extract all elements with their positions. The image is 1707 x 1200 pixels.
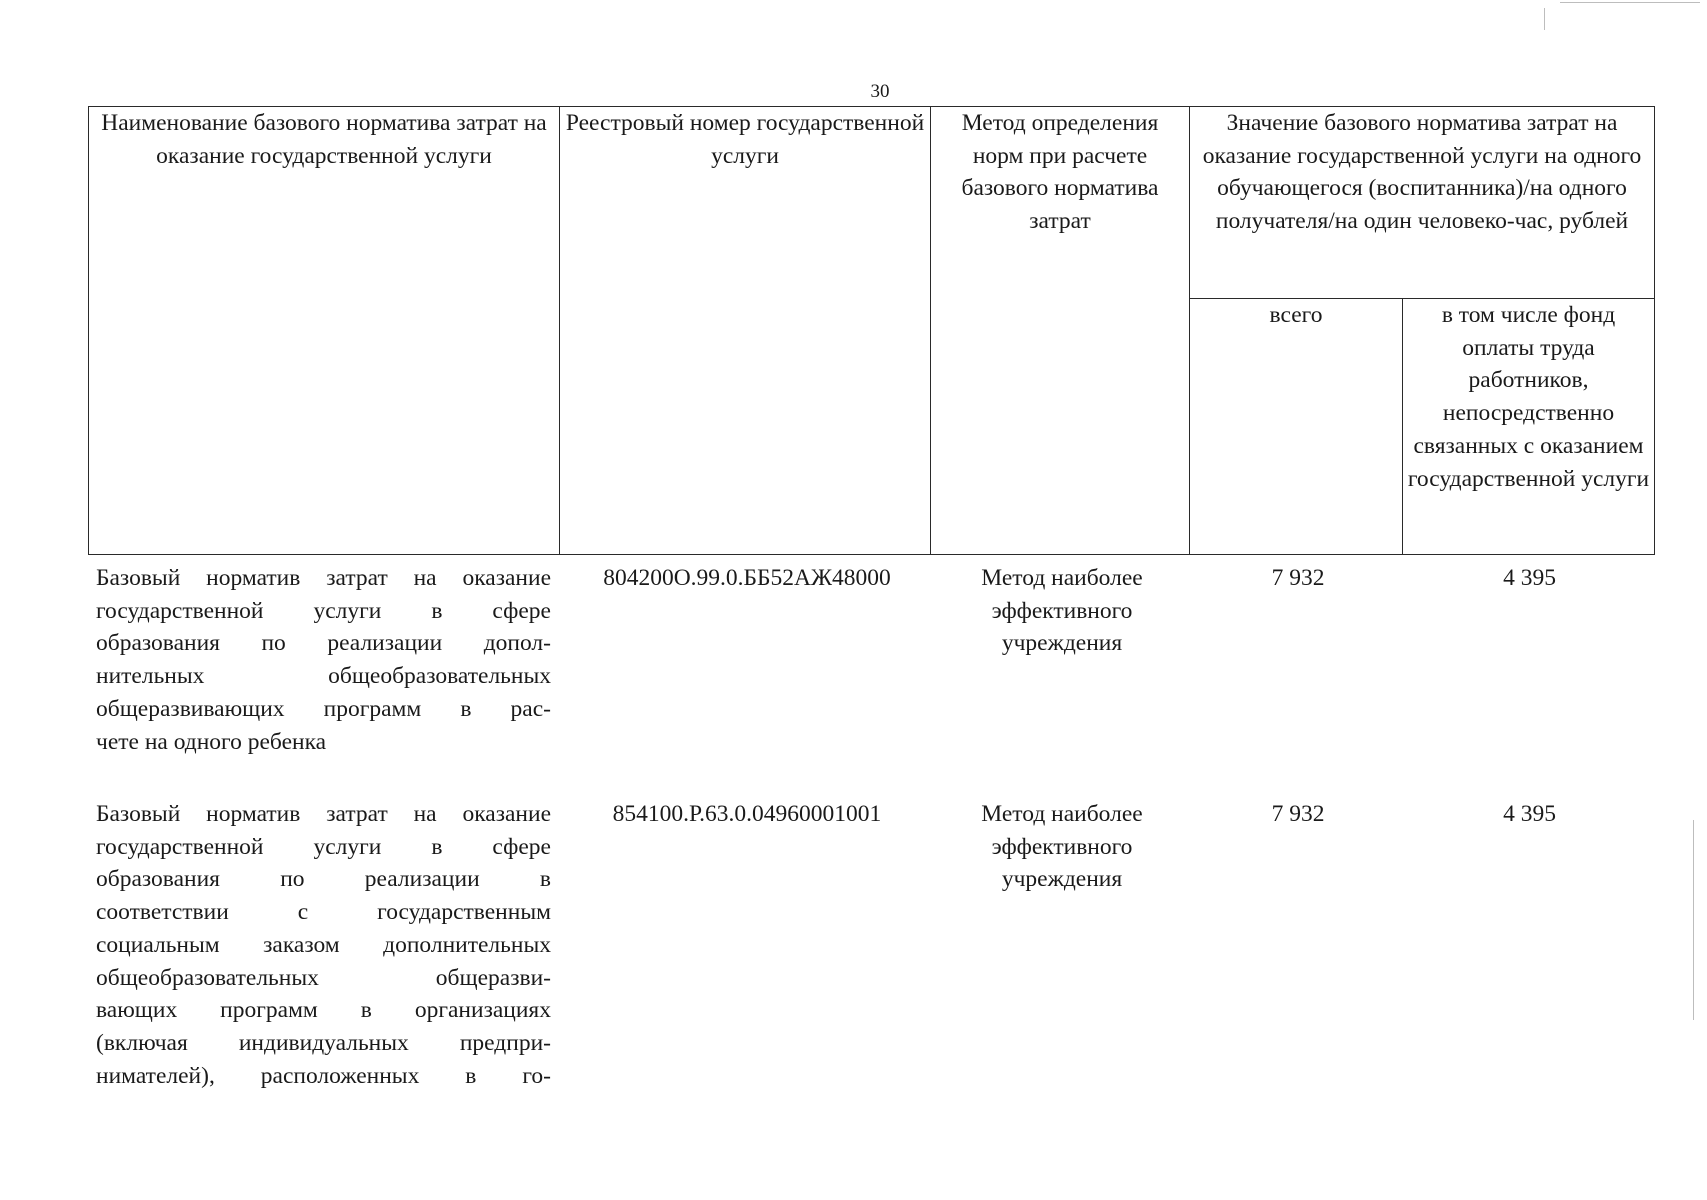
row-total: 7 932	[1271, 565, 1325, 591]
header-registry-number: Реестровый номер государственной услуги	[560, 107, 931, 555]
row-registry-number: 854100.Р.63.0.04960001001	[612, 801, 882, 827]
row-name	[96, 562, 551, 758]
text-line: общеобразовательных общеразви-	[96, 964, 551, 991]
row-method: Метод наиболее эффективного учреждения	[981, 801, 1143, 893]
text-line: нимателей), расположенных в го-	[96, 1062, 551, 1089]
page-number: 30	[870, 81, 890, 102]
header-name: Наименование базового норматива затрат на оказание государственной услуги	[89, 107, 560, 555]
text-line: общеразвивающих программ в рас-	[96, 695, 551, 722]
header-total: всего	[1190, 299, 1403, 555]
text-line: Базовый норматив затрат на оказание	[96, 565, 551, 591]
text-line: Базовый норматив затрат на оказание	[96, 801, 551, 827]
scan-mark	[1560, 2, 1700, 3]
text-line: образования по реализации в	[96, 866, 551, 893]
scan-mark	[1544, 8, 1545, 30]
text-line: (включая индивидуальных предпри-	[96, 1029, 551, 1056]
row-total: 7 932	[1271, 801, 1325, 827]
text-line: нительных общеобразовательных	[96, 663, 551, 690]
scan-mark	[1693, 820, 1694, 1020]
row-wage-fund: 4 395	[1503, 801, 1556, 827]
row-name	[96, 798, 551, 1092]
text-line: соответствии с государственным	[96, 899, 551, 926]
header-value: Значение базового норматива затрат на оказание государственной услуги на одного обучающегося (воспитанника)/на одного получателя/на один человеко-час, рублей	[1190, 107, 1655, 299]
text-line: образования по реализации допол-	[96, 630, 551, 657]
row-wage-fund: 4 395	[1503, 565, 1556, 591]
header-wage-fund: в том числе фонд оплаты труда работников, непосредственно связанных с оказанием государственной услуги	[1403, 299, 1655, 555]
row-registry-number: 804200О.99.0.ББ52АЖ48000	[603, 565, 891, 591]
text-line: государственной услуги в сфере	[96, 597, 551, 624]
table-header	[88, 106, 1655, 555]
header-method: Метод определения норм при расчете базового норматива затрат	[931, 107, 1190, 555]
table-row	[88, 798, 1654, 1098]
table-row	[88, 562, 1654, 762]
row-method: Метод наиболее эффективного учреждения	[981, 565, 1143, 657]
text-line: государственной услуги в сфере	[96, 833, 551, 860]
text-line: чете на одного ребенка	[96, 728, 327, 755]
text-line: социальным заказом дополнительных	[96, 931, 551, 958]
text-line: вающих программ в организациях	[96, 997, 551, 1024]
